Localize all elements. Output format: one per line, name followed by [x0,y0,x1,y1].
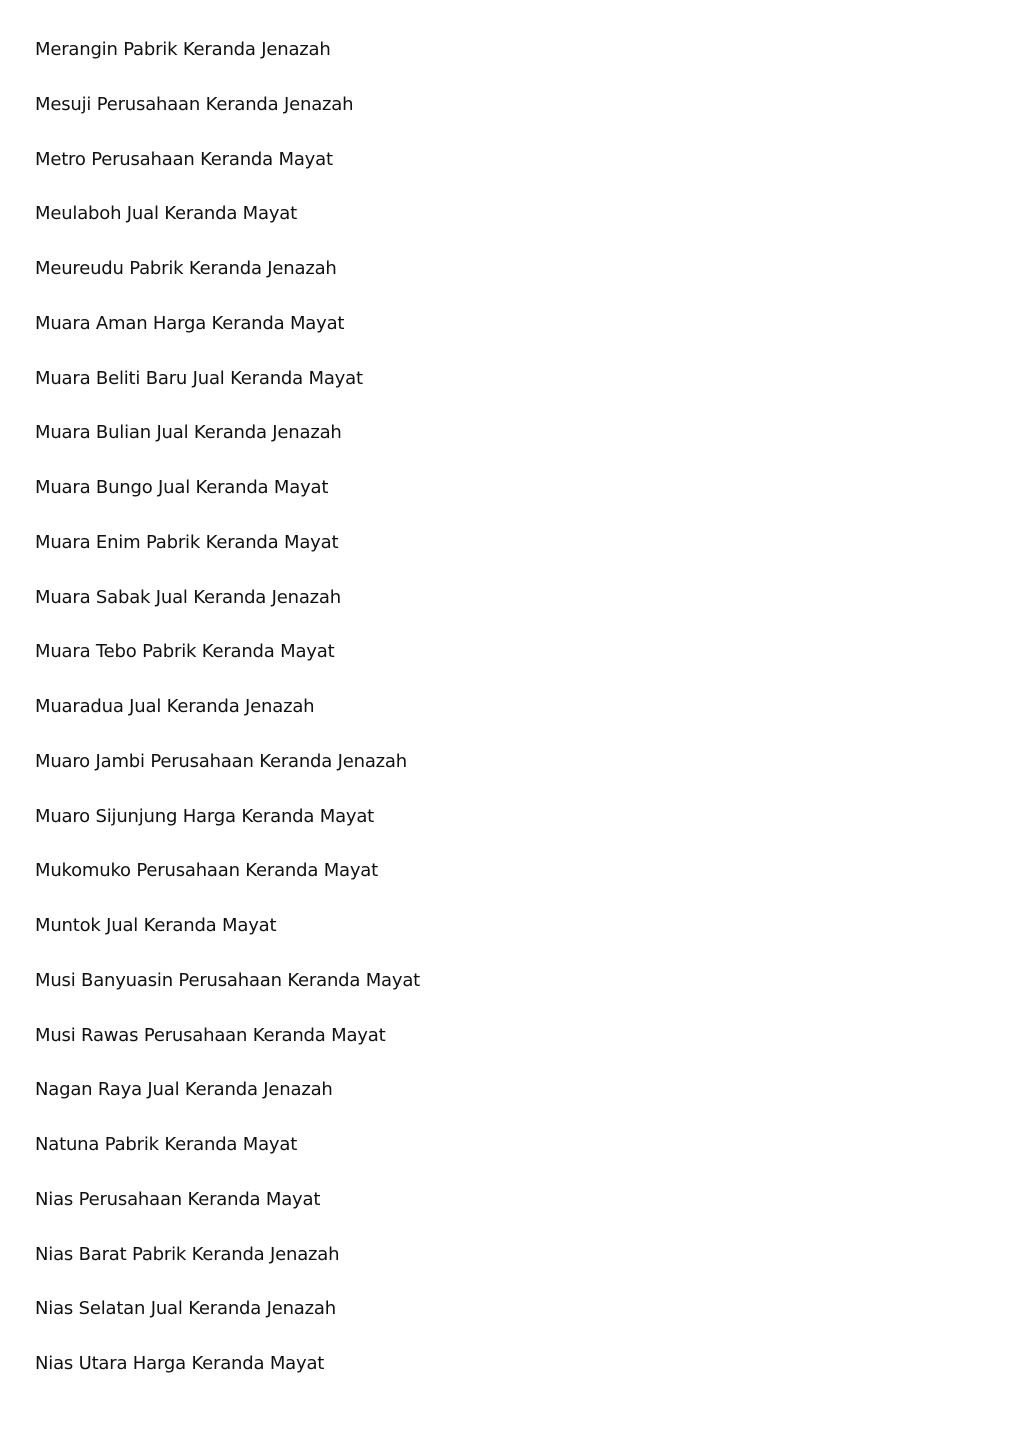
list-item: Metro Perusahaan Keranda Mayat [35,148,333,170]
list-item: Muara Bungo Jual Keranda Mayat [35,477,329,498]
list-item: Meulaboh Jual Keranda Mayat [35,203,297,225]
list-item: Muara Sabak Jual Keranda Jenazah [35,586,341,608]
list-item: Nias Barat Pabrik Keranda Jenazah [35,1243,340,1265]
list-item: Muntok Jual Keranda Mayat [35,915,277,936]
list-item: Meureudu Pabrik Keranda Jenazah [35,258,337,279]
list-item: Nias Perusahaan Keranda Mayat [35,1188,321,1210]
list-item: Muaro Sijunjung Harga Keranda Mayat [35,805,375,827]
list-item: Mesuji Perusahaan Keranda Jenazah [35,93,354,115]
list-item: Muaradua Jual Keranda Jenazah [35,696,315,717]
list-item: Nias Utara Harga Keranda Mayat [35,1353,325,1374]
entry-list [35,36,420,1405]
list-item: Merangin Pabrik Keranda Jenazah [35,39,331,60]
list-item: Natuna Pabrik Keranda Mayat [35,1134,298,1155]
list-item: Muara Enim Pabrik Keranda Mayat [35,531,339,553]
list-item: Musi Rawas Perusahaan Keranda Mayat [35,1024,386,1046]
list-item: Muara Bulian Jual Keranda Jenazah [35,422,342,444]
list-item: Nias Selatan Jual Keranda Jenazah [35,1298,336,1320]
list-item: Muaro Jambi Perusahaan Keranda Jenazah [35,750,407,772]
list-item: Musi Banyuasin Perusahaan Keranda Mayat [35,969,421,991]
list-item: Muara Tebo Pabrik Keranda Mayat [35,641,335,663]
list-item: Muara Aman Harga Keranda Mayat [35,312,345,334]
list-item: Muara Beliti Baru Jual Keranda Mayat [35,367,363,389]
list-item: Mukomuko Perusahaan Keranda Mayat [35,860,378,882]
list-item: Nagan Raya Jual Keranda Jenazah [35,1079,333,1101]
